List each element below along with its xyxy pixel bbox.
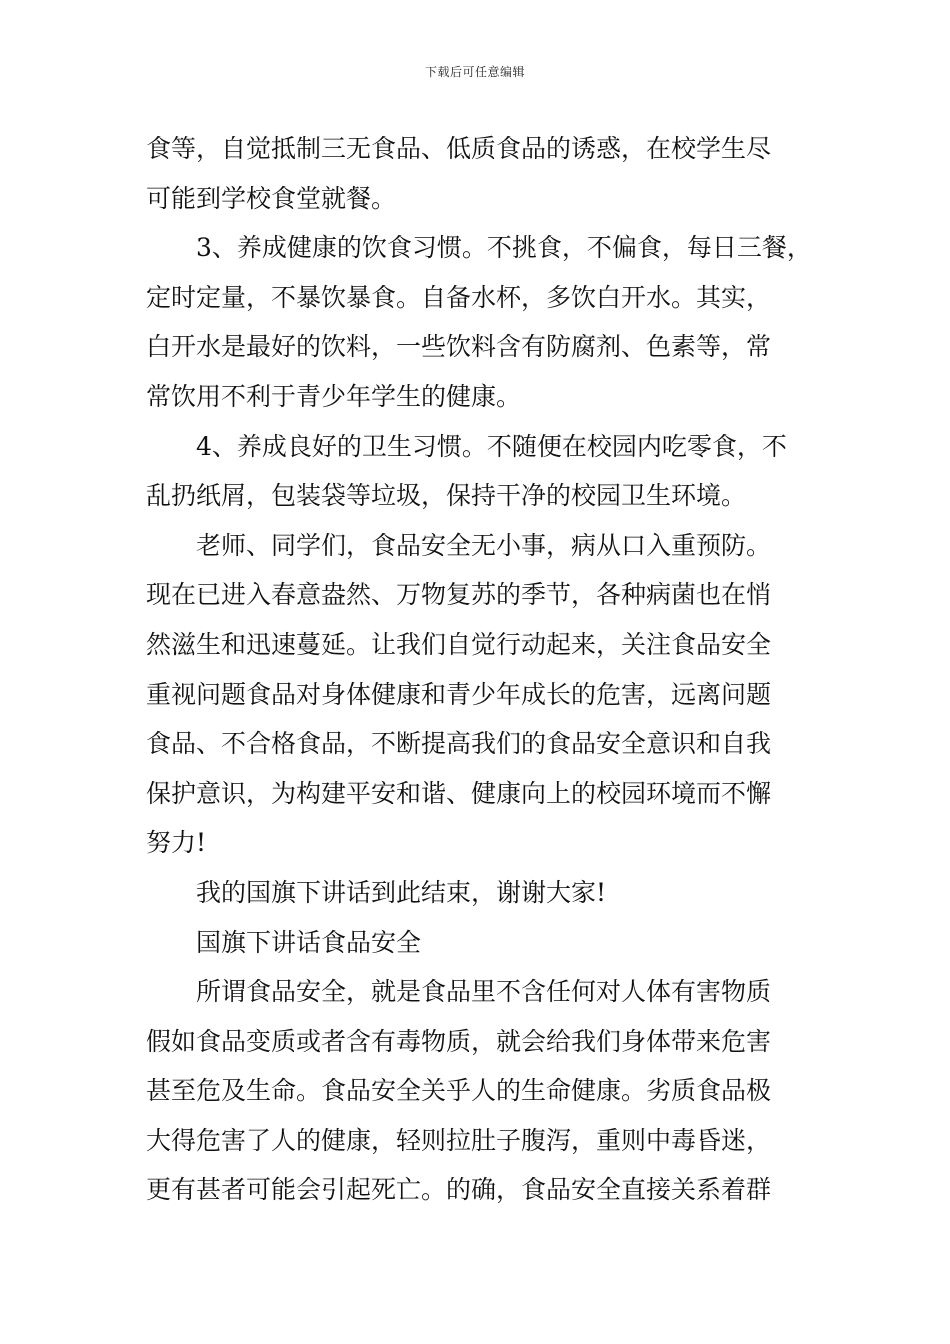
text-line: 努力! [146,828,207,858]
text-line: 可能到学校食堂就餐。 [146,183,397,213]
text-line: 所谓食品安全，就是食品里不含任何对人体有害物质 [196,977,772,1007]
text-line: 我的国旗下讲话到此结束，谢谢大家! [196,877,607,907]
text-line: 白开水是最好的饮料，一些饮料含有防腐剂、色素等，常 [146,332,772,362]
text-line: 现在已进入春意盎然、万物复苏的季节，各种病菌也在悄 [146,580,772,610]
text-line: 更有甚者可能会引起死亡。的确，食品安全直接关系着群 [146,1175,772,1205]
text-line: 4、养成良好的卫生习惯。不随便在校园内吃零食，不 [196,431,787,461]
text-line: 大得危害了人的健康，轻则拉肚子腹泻，重则中毒昏迷， [146,1125,772,1155]
page-header-note: 下载后可任意编辑 [424,65,525,79]
text-line: 然滋生和迅速蔓延。让我们自觉行动起来，关注食品安全 [146,629,772,659]
section-title: 国旗下讲话食品安全 [196,927,422,957]
document-body [146,124,846,1215]
text-line: 老师、同学们，食品安全无小事，病从口入重预防。 [196,530,772,560]
text-line: 保护意识，为构建平安和谐、健康向上的校园环境而不懈 [146,778,772,808]
text-line: 食等，自觉抵制三无食品、低质食品的诱惑，在校学生尽 [146,134,772,163]
text-line: 定时定量，不暴饮暴食。自备水杯，多饮白开水。其实， [146,282,772,312]
text-line: 乱扔纸屑，包装袋等垃圾，保持干净的校园卫生环境。 [146,481,747,511]
text-line: 重视问题食品对身体健康和青少年成长的危害，远离问题 [146,679,772,709]
text-line: 常饮用不利于青少年学生的健康。 [146,381,522,411]
text-line: 假如食品变质或者含有毒物质，就会给我们身体带来危害 [146,1026,772,1056]
text-line: 甚至危及生命。食品安全关乎人的生命健康。劣质食品极 [146,1076,772,1106]
text-line: 食品、不合格食品，不断提高我们的食品安全意识和自我 [146,729,772,759]
text-line: 3、养成健康的饮食习惯。不挑食，不偏食，每日三餐， [196,233,812,263]
